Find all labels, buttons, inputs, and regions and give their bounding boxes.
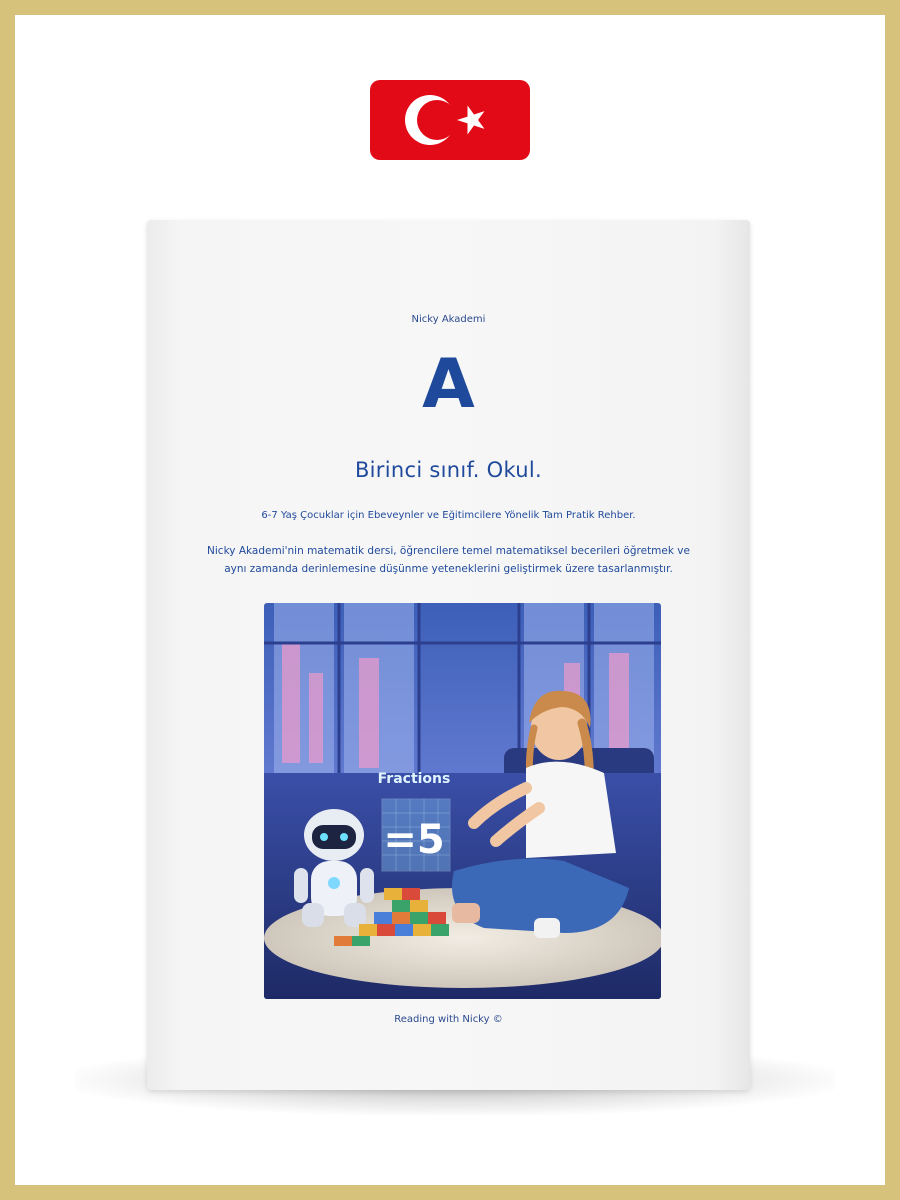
book-cover: [147, 220, 750, 1090]
cover-letter: A: [422, 345, 475, 424]
hologram-value: =5: [383, 817, 445, 863]
book-footer: Reading with Nicky ©: [394, 1014, 503, 1025]
book-title: Birinci sınıf. Okul.: [354, 458, 543, 482]
publisher-name: Nicky Akademi: [411, 314, 486, 325]
page-frame: [15, 15, 885, 1185]
cover-illustration: [264, 603, 661, 999]
book-description: Nicky Akademi'nin matematik dersi, öğrencilere temel matematiksel becerileri öğretmek ve aynı zamanda derinlemesine düşünme yeteneklerini geliştirmek üzere tasarlanmıştır.: [207, 545, 690, 575]
hologram-label: Fractions: [377, 771, 451, 787]
book-subtitle: 6-7 Yaş Çocuklar için Ebeveynler ve Eğitimcilere Yönelik Tam Pratik Rehber.: [261, 510, 636, 521]
turkey-flag-icon: [370, 80, 530, 160]
